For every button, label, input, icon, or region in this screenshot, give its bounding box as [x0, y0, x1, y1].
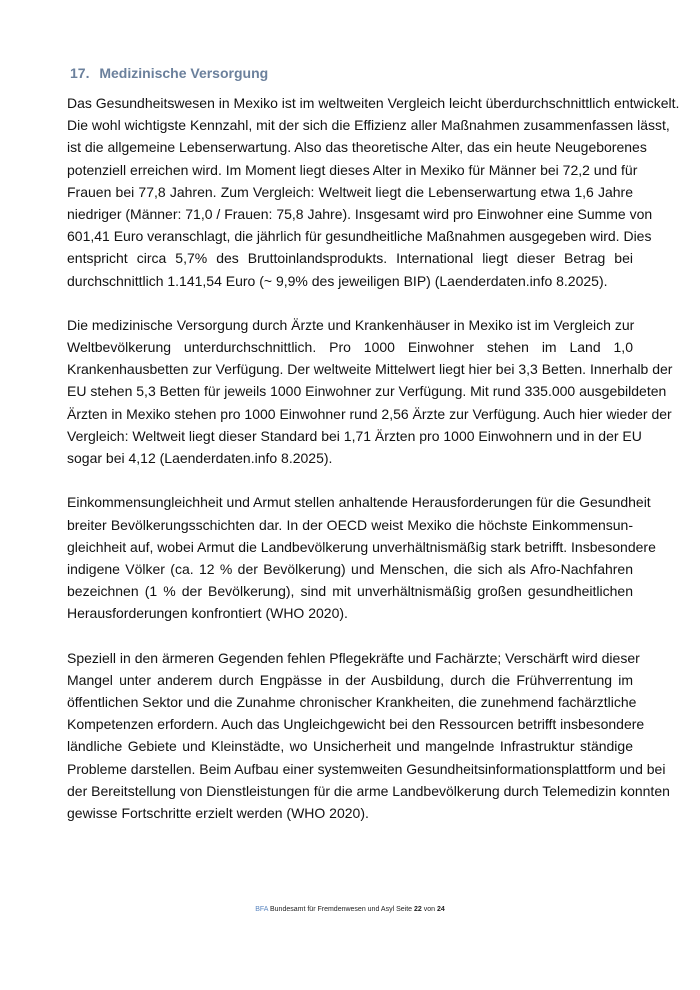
section-number: 17. — [70, 65, 90, 81]
paragraph — [67, 491, 656, 624]
text-line: Krankenhausbetten zur Verfügung. Der weltweite Mittelwert liegt hier bei 3,3 Betten. Innerhalb der — [67, 361, 673, 378]
text-line: niedriger (Männer: 71,0 / Frauen: 75,8 Jahre). Insgesamt wird pro Einwohner eine Summe von — [67, 205, 653, 222]
text-line: Probleme darstellen. Beim Aufbau einer systemweiten Gesundheitsinformationsplattform und bei — [67, 760, 666, 777]
text-line: Die wohl wichtigste Kennzahl, mit der sich die Effizienz aller Maßnahmen zusammenfassen lässt, — [67, 117, 670, 134]
text-line: durchschnittlich 1.141,54 Euro (~ 9,9% des jeweiligen BIP) (Laenderdaten.info 8.2025). — [67, 272, 608, 289]
text-line: Vergleich: Weltweit liegt dieser Standard bei 1,71 Ärzten pro 1000 Einwohnern und in der EU — [67, 427, 642, 444]
text-line: Speziell in den ärmeren Gegenden fehlen Pflegekräfte und Fachärzte; Verschärft wird dieser — [67, 649, 640, 666]
text-line: bezeichnen (1 % der Bevölkerung), sind mit unverhältnismäßig großen gesundheitlichen — [67, 583, 633, 600]
footer-org: Bundesamt für Fremdenwesen und Asyl — [270, 906, 395, 913]
page-footer — [0, 906, 700, 913]
text-line: Einkommensungleichheit und Armut stellen anhaltende Herausforderungen für die Gesundheit — [67, 494, 651, 511]
text-line: 601,41 Euro veranschlagt, die jährlich für gesundheitliche Maßnahmen ausgegeben wird. Dies — [67, 228, 652, 245]
text-line: gewisse Fortschritte erzielt werden (WHO 2020). — [67, 805, 369, 821]
text-line: breiter Bevölkerungsschichten dar. In der OECD weist Mexiko die höchste Einkommensun- — [67, 516, 633, 533]
text-line: Das Gesundheitswesen in Mexiko ist im weltweiten Vergleich leicht überdurchschnittlich entwickelt. — [67, 95, 680, 111]
section-heading — [70, 65, 268, 81]
text-line: gleichheit auf, wobei Armut die Landbevölkerung unverhältnismäßig stark betrifft. Insbesondere — [67, 538, 656, 555]
text-line: Herausforderungen konfrontiert (WHO 2020). — [67, 605, 348, 622]
text-line: sogar bei 4,12 (Laenderdaten.info 8.2025). — [67, 450, 333, 466]
footer-total-pages: 24 — [437, 906, 445, 913]
paragraph — [67, 647, 670, 825]
text-line: Mangel unter anderem durch Engpässe in der Ausbildung, durch die Frühverrentung im — [67, 671, 633, 688]
text-line: Weltbevölkerung unterdurchschnittlich. Pro 1000 Einwohner stehen im Land 1,0 — [67, 339, 633, 356]
text-line: Ärzten in Mexiko stehen pro 1000 Einwohner rund 2,56 Ärzte zur Verfügung. Auch hier wieder der — [67, 405, 672, 422]
section-title: Medizinische Versorgung — [99, 65, 269, 81]
text-line: indigene Völker (ca. 12 % der Bevölkerung) und Menschen, die sich als Afro-Nachfahren — [67, 560, 633, 577]
footer-page-label: Seite — [396, 906, 413, 913]
document-body — [67, 92, 680, 846]
text-line: Die medizinische Versorgung durch Ärzte und Krankenhäuser in Mexiko ist im Vergleich zur — [67, 316, 635, 333]
text-line: Frauen bei 77,8 Jahren. Zum Vergleich: Weltweit liegt die Lebenserwartung etwa 1,6 Jahre — [67, 183, 633, 200]
text-line: EU stehen 5,3 Betten für jeweils 1000 Einwohner zur Verfügung. Mit rund 335.000 ausgebildeten — [67, 383, 667, 400]
footer-brand-logo: BFA — [255, 906, 269, 913]
text-line: öffentlichen Sektor und die Zunahme chronischer Krankheiten, die zunehmend fachärztliche — [67, 694, 637, 711]
paragraph — [67, 92, 680, 292]
footer-page-number: 22 — [414, 906, 422, 913]
text-line: entspricht circa 5,7% des Bruttoinlandsprodukts. International liegt dieser Betrag bei — [67, 250, 633, 267]
text-line: ist die allgemeine Lebenserwartung. Also das theoretische Alter, das ein heute Neugeborenes — [67, 139, 647, 156]
paragraph — [67, 314, 673, 469]
text-line: der Bereitstellung von Dienstleistungen für die arme Landbevölkerung durch Telemedizin konnten — [67, 782, 670, 799]
footer-of-label: von — [423, 906, 436, 913]
text-line: potenziell erreichen wird. Im Moment liegt dieses Alter in Mexiko für Männer bei 72,2 und für — [67, 161, 638, 178]
text-line: Kompetenzen erfordern. Auch das Ungleichgewicht bei den Ressourcen betrifft insbesondere — [67, 716, 645, 733]
text-line: ländliche Gebiete und Kleinstädte, wo Unsicherheit und mangelnde Infrastruktur ständige — [67, 738, 633, 755]
